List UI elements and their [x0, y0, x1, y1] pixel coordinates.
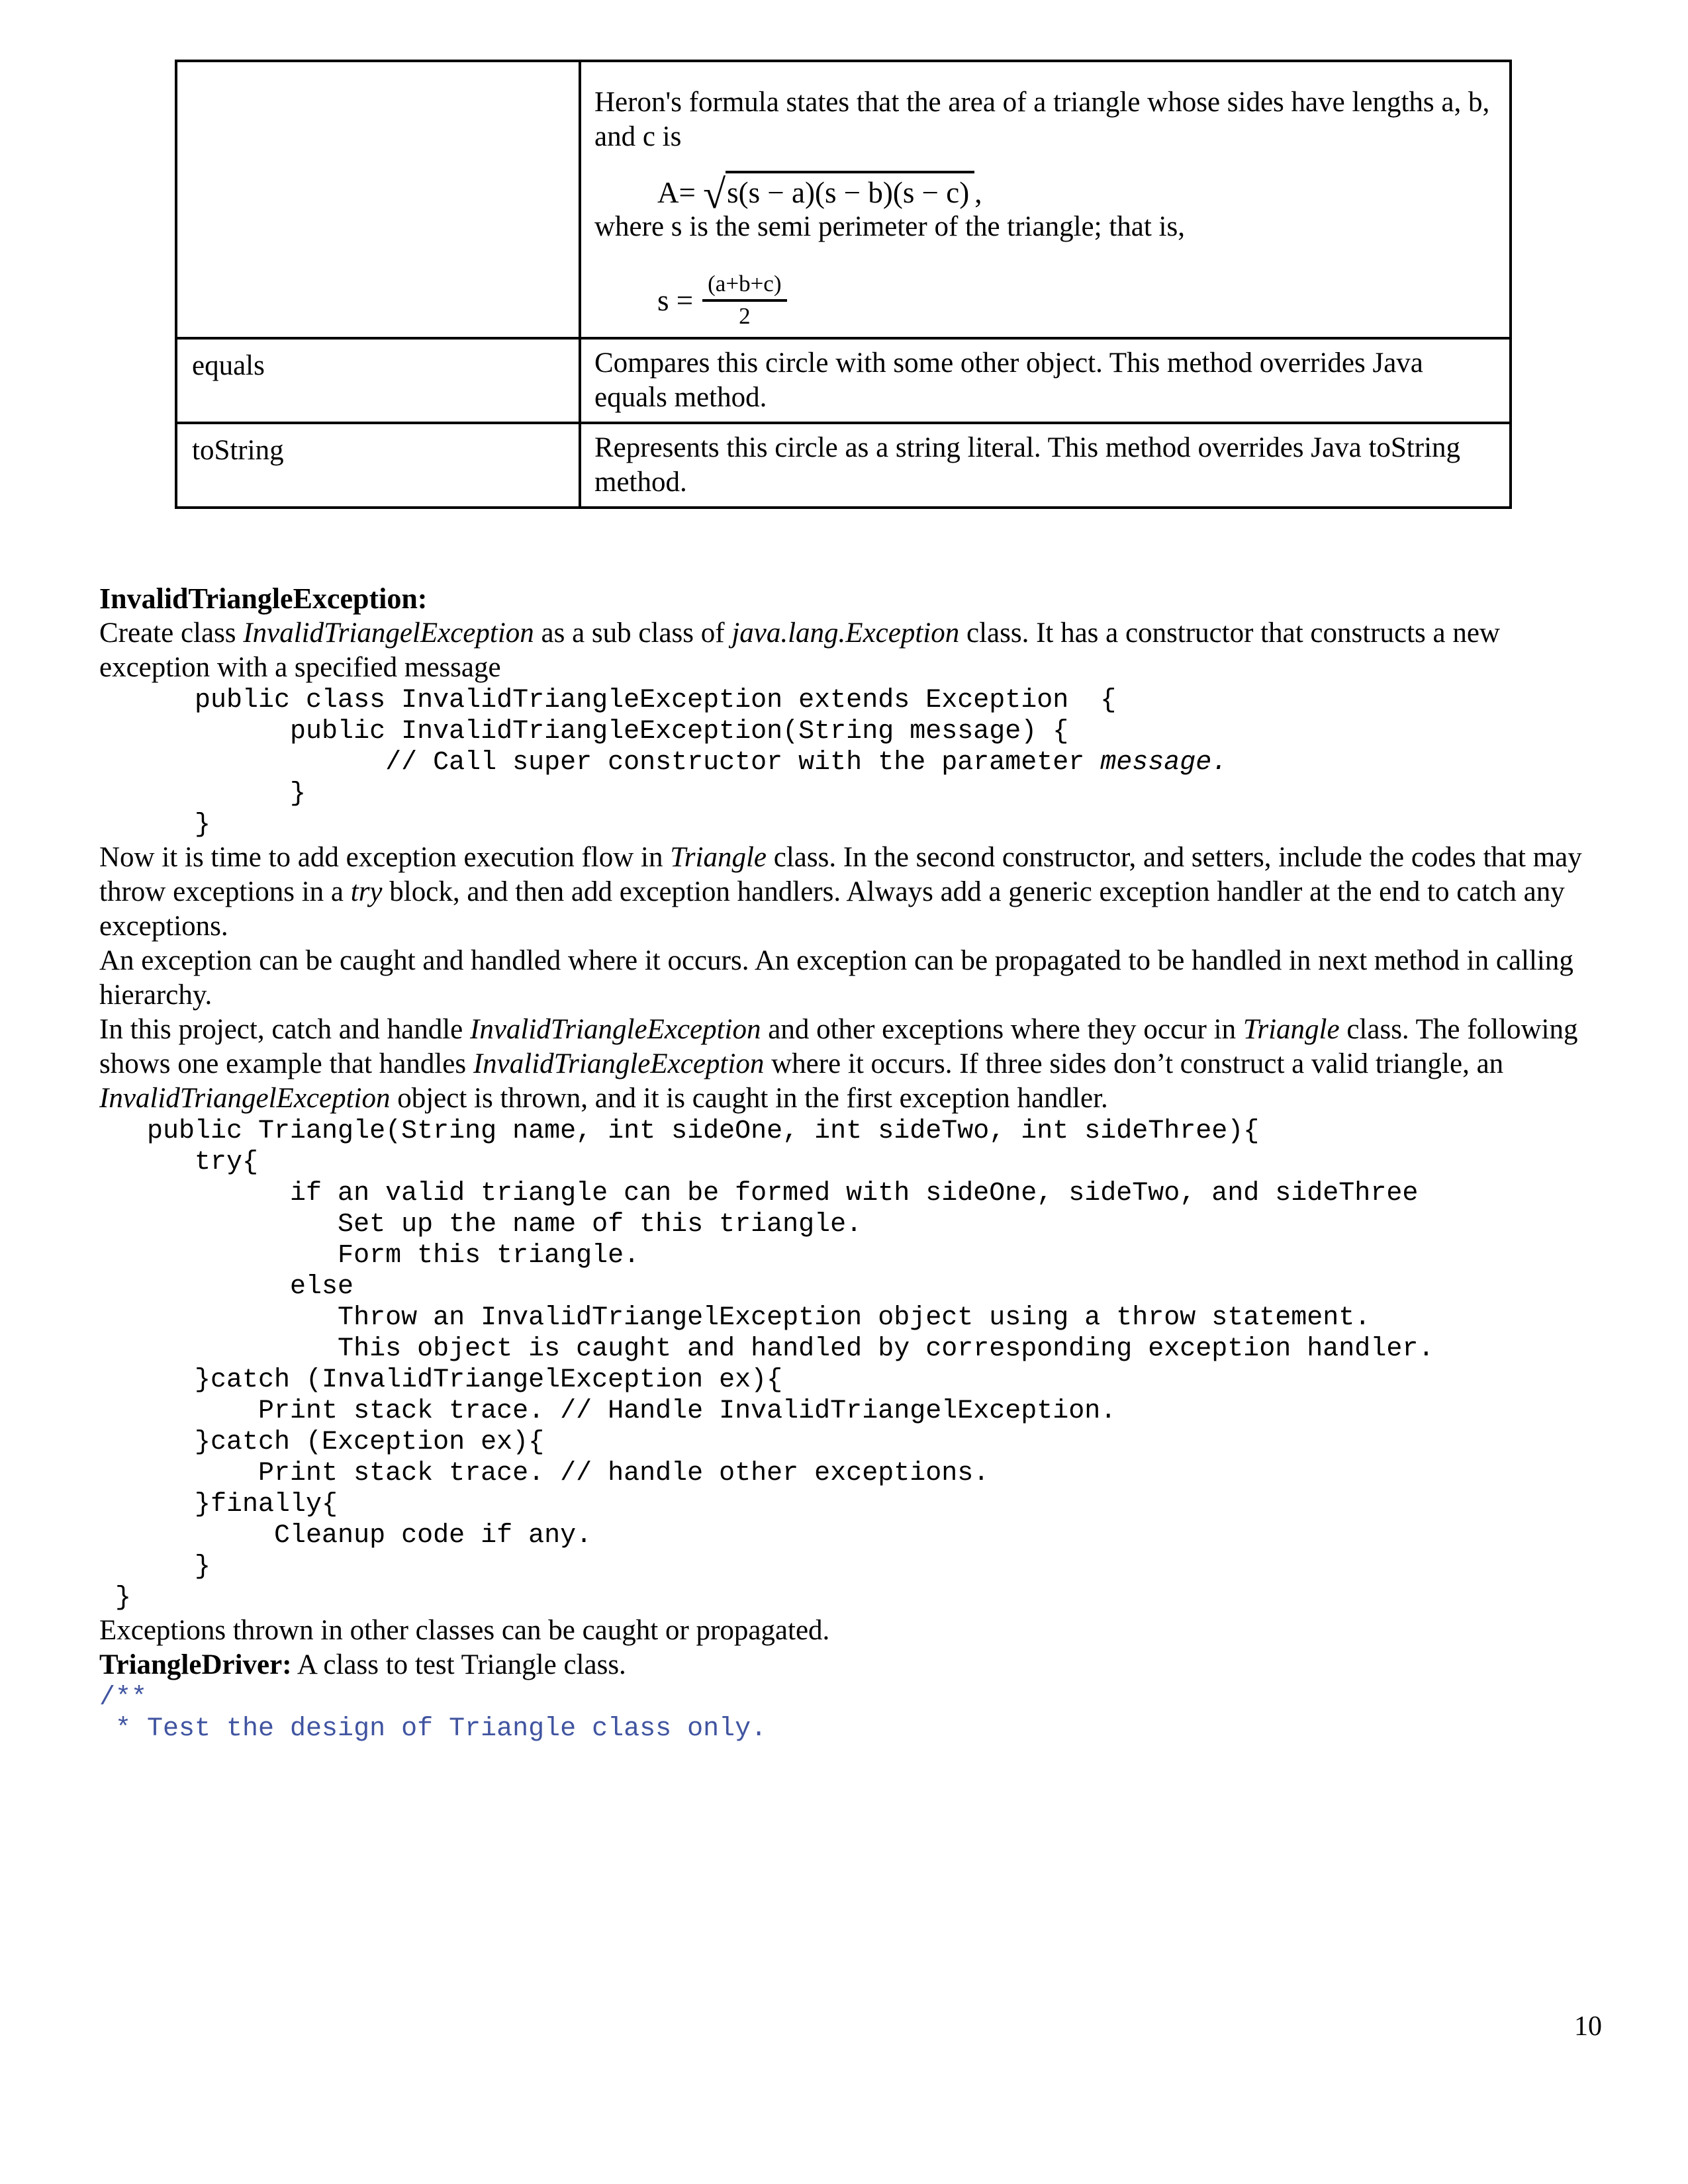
code-line: if an valid triangle can be formed with sideOne, sideTwo, and sideThree [99, 1178, 1419, 1208]
code-line: Print stack trace. // handle other exceptions. [99, 1458, 990, 1488]
radicand: s(s − a)(s − b)(s − c) [726, 171, 974, 210]
code-block-javadoc-comment [99, 1682, 1592, 1745]
paragraph-exceptions-propagated: Exceptions thrown in other classes can be caught or propagated. [99, 1614, 830, 1646]
code-block-invalid-triangle-exception [99, 685, 1592, 841]
method-desc-cell: Compares this circle with some other object. This method overrides Java equals method. [580, 338, 1511, 423]
fraction [702, 271, 786, 330]
formula-cell [580, 61, 1511, 338]
paragraph-exception-flow: Now it is time to add exception execution flow in Triangle class. In the second constructor, and setters, include the codes that may throw exceptions in a try block, and then add exception handlers. Always add a generic exception handler at the end to catch any exceptions. [99, 841, 1582, 942]
code-block-triangle-constructor [99, 1116, 1592, 1614]
fraction-denominator: 2 [739, 303, 751, 330]
code-line: }finally{ [99, 1489, 338, 1520]
area-comma: , [974, 176, 982, 209]
code-line: Throw an InvalidTriangelException object using a throw statement. [99, 1302, 1371, 1333]
code-line: try{ [99, 1147, 259, 1177]
semi-perimeter-formula [657, 271, 1496, 330]
method-desc-cell: Represents this circle as a string literal. This method overrides Java toString method. [580, 423, 1511, 508]
heron-intro-text: Heron's formula states that the area of a triangle whose sides have lengths a, b, and c is [594, 87, 1490, 152]
code-line: Cleanup code if any. [99, 1520, 592, 1551]
code-line: public Triangle(String name, int sideOne, int sideTwo, int sideThree){ [99, 1116, 1260, 1146]
method-name-cell: toString [176, 423, 580, 508]
code-line: * Test the design of Triangle class only. [99, 1713, 767, 1744]
methods-table [175, 60, 1512, 509]
paragraph-triangle-driver: TriangleDriver: A class to test Triangle class. [99, 1649, 626, 1680]
code-line: } [99, 778, 306, 809]
method-name-cell-empty [176, 61, 580, 338]
table-row-heron [176, 61, 1511, 338]
paragraph-exception-caught: An exception can be caught and handled where it occurs. An exception can be propagated to be handled in next method in calling hierarchy. [99, 944, 1573, 1011]
semi-perimeter-text: where s is the semi perimeter of the triangle; that is, [594, 211, 1185, 242]
page-number: 10 [1574, 2011, 1602, 2042]
code-line: } [99, 809, 211, 840]
herons-formula [657, 171, 1496, 217]
paragraph-create-class: Create class InvalidTriangelException as a sub class of java.lang.Exception class. It has a constructor that constructs a new exception with a specified message [99, 617, 1500, 683]
paragraph-project-handling: In this project, catch and handle InvalidTriangleException and other exceptions where they occur in Triangle class. The following shows one example that handles InvalidTriangleException where it occurs. If three sides don’t construct a valid triangle, an InvalidTriangelException object is thrown, and it is caught in the first exception handler. [99, 1013, 1578, 1114]
code-line: }catch (Exception ex){ [99, 1427, 545, 1457]
radical-icon: √ [703, 172, 726, 217]
code-line: This object is caught and handled by corresponding exception handler. [99, 1334, 1434, 1364]
method-name-cell: equals [176, 338, 580, 423]
code-line: Form this triangle. [99, 1240, 640, 1271]
code-line: public class InvalidTriangleException extends Exception { [99, 685, 1117, 715]
code-line: public InvalidTriangleException(String message) { [99, 716, 1069, 747]
code-line: else [99, 1271, 354, 1302]
code-line: Print stack trace. // Handle InvalidTriangelException. [99, 1396, 1117, 1426]
area-lhs: A= [657, 176, 696, 209]
table-row-equals [176, 338, 1511, 423]
code-line: }catch (InvalidTriangelException ex){ [99, 1365, 783, 1395]
code-line: } [99, 1582, 132, 1613]
code-line: /** [99, 1682, 148, 1713]
section-heading-invalid-triangle-exception: InvalidTriangleException: [99, 582, 428, 615]
semi-lhs: s = [657, 283, 694, 317]
code-line: Set up the name of this triangle. [99, 1209, 863, 1240]
code-line: // Call super constructor with the parameter message. [99, 747, 1228, 778]
fraction-numerator: (a+b+c) [702, 271, 786, 302]
code-line: } [99, 1551, 211, 1582]
table-row-tostring [176, 423, 1511, 508]
